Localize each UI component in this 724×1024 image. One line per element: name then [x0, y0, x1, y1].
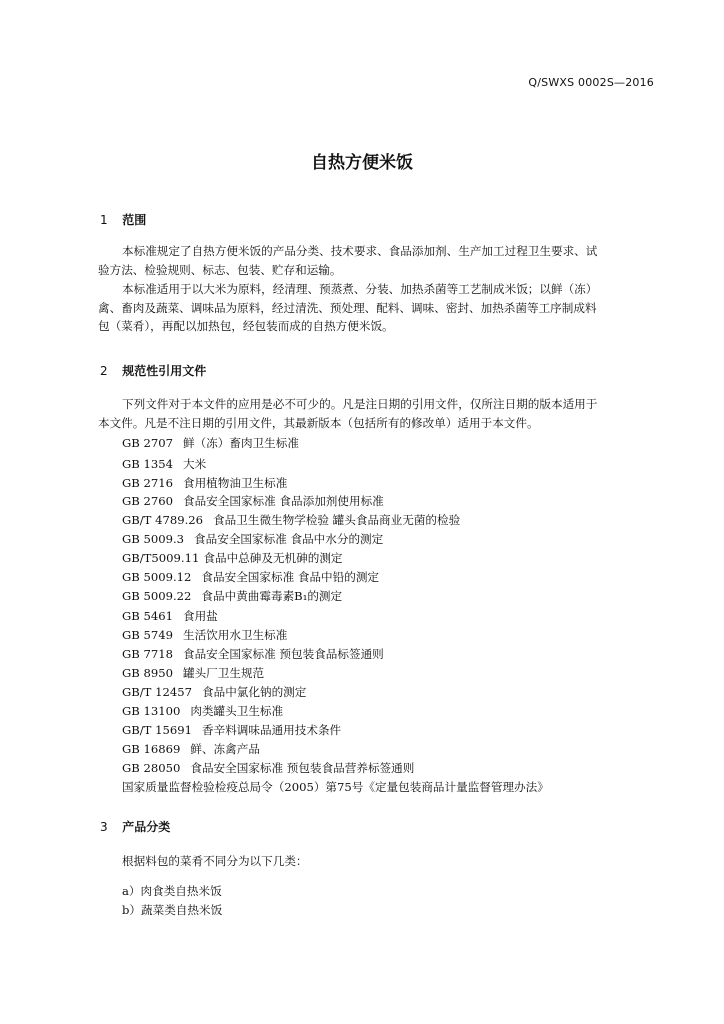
reference-item — [122, 741, 260, 757]
reference-item — [122, 475, 287, 491]
reference-item — [122, 760, 414, 776]
reference-item — [122, 684, 306, 700]
reference-code: GB 5009.22 — [122, 589, 192, 603]
reference-title: 食品卫生微生物学检验 罐头食品商业无菌的检验 — [213, 513, 461, 527]
scope-paragraph-1 — [98, 242, 654, 279]
reference-title: 鲜（冻）畜肉卫生标准 — [182, 436, 299, 450]
reference-title: 罐头厂卫生规范 — [182, 666, 265, 680]
reference-item — [122, 456, 206, 472]
reference-code: GB 7718 — [122, 647, 173, 661]
standard-code: Q/SWXS 0002S—2016 — [528, 76, 654, 89]
classification-item: b）蔬菜类自热米饭 — [122, 903, 223, 917]
reference-code: GB/T5009.11 — [122, 551, 200, 565]
reference-code: GB/T 12457 — [122, 685, 192, 699]
reference-title: 食品安全国家标准 食品中水分的测定 — [194, 532, 384, 546]
reference-title: 食品中总砷及无机砷的测定 — [203, 551, 343, 565]
classification-item: a）肉食类自热米饭 — [122, 884, 222, 898]
reference-item — [122, 550, 343, 566]
paragraph-line: 本标准适用于以大米为原料，经清理、预蒸煮、分装、加热杀菌等工艺制成米饭；以鲜（冻） — [122, 282, 598, 296]
reference-item — [122, 722, 341, 738]
reference-item — [122, 588, 342, 604]
reference-title: 食品安全国家标准 预包装食品营养标签通则 — [190, 761, 415, 775]
reference-code: GB 2707 — [122, 436, 173, 450]
reference-title: 香辛料调味品通用技术条件 — [202, 723, 342, 737]
paragraph-line: 禽、畜肉及蔬菜、调味品为原料，经过清洗、预处理、配料、调味、密封、加热杀菌等工序制成料 — [98, 300, 597, 315]
reference-code: GB/T 4789.26 — [122, 513, 204, 527]
reference-title: 食品安全国家标准 预包装食品标签通则 — [182, 647, 384, 661]
section-title: 产品分类 — [122, 820, 171, 834]
reference-title: 生活饮用水卫生标准 — [182, 628, 288, 642]
reference-code: GB 13100 — [122, 704, 181, 718]
scope-paragraph-2 — [98, 280, 654, 336]
paragraph-line: 包（菜肴），再配以加热包，经包装而成的自热方便米饭。 — [98, 319, 394, 333]
section-title: 规范性引用文件 — [122, 364, 207, 378]
paragraph-line: 本文件。凡是不注日期的引用文件，其最新版本（包括所有的修改单）适用于本文件。 — [98, 415, 539, 430]
reference-item — [122, 646, 384, 662]
section-3-heading — [100, 818, 170, 835]
reference-code: GB 5009.3 — [122, 532, 185, 546]
reference-item — [122, 531, 383, 547]
reference-code: GB 28050 — [122, 761, 181, 775]
section-number: 3 — [100, 820, 108, 834]
reference-item — [122, 627, 287, 643]
section-2-heading — [100, 362, 206, 379]
reference-code: GB 5749 — [122, 628, 173, 642]
reference-item — [122, 435, 299, 451]
classification-intro: 根据料包的菜肴不同分为以下几类： — [122, 854, 308, 868]
reference-item — [122, 665, 264, 681]
reference-title: 食品中黄曲霉毒素B₁的测定 — [201, 589, 343, 603]
reference-title: 食品安全国家标准 食品中铅的测定 — [201, 570, 380, 584]
reference-item — [122, 569, 379, 585]
paragraph-line: 下列文件对于本文件的应用是必不可少的。凡是注日期的引用文件，仅所注日期的版本适用于 — [122, 397, 598, 411]
reference-title: 食品安全国家标准 食品添加剂使用标准 — [182, 494, 384, 508]
decree-reference: 国家质量监督检验检疫总局令（2005）第75号《定量包装商品计量监督管理办法》 — [122, 780, 549, 794]
reference-code: GB 5461 — [122, 609, 173, 623]
paragraph-line: 验方法、检验规则、标志、包装、贮存和运输。 — [98, 262, 342, 277]
reference-title: 食用盐 — [182, 609, 218, 623]
reference-code: GB 1354 — [122, 457, 173, 471]
document-title: 自热方便米饭 — [311, 153, 413, 173]
reference-item — [122, 703, 283, 719]
paragraph-line: 本标准规定了自热方便米饭的产品分类、技术要求、食品添加剂、生产加工过程卫生要求、试 — [122, 244, 598, 258]
reference-item — [122, 608, 218, 624]
section-number: 1 — [100, 213, 108, 227]
reference-title: 肉类罐头卫生标准 — [190, 704, 284, 718]
reference-code: GB/T 15691 — [122, 723, 192, 737]
references-intro — [98, 395, 654, 432]
reference-code: GB 2760 — [122, 494, 173, 508]
reference-code: GB 5009.12 — [122, 570, 192, 584]
reference-title: 大米 — [182, 457, 207, 471]
reference-title: 食用植物油卫生标准 — [182, 476, 288, 490]
reference-code: GB 2716 — [122, 476, 173, 490]
reference-code: GB 8950 — [122, 666, 173, 680]
reference-item — [122, 512, 460, 528]
section-1-heading — [100, 211, 146, 228]
reference-code: GB 16869 — [122, 742, 181, 756]
reference-item — [122, 493, 384, 509]
reference-title: 食品中氯化钠的测定 — [202, 685, 307, 699]
section-number: 2 — [100, 364, 108, 378]
section-title: 范围 — [122, 213, 147, 227]
reference-title: 鲜、冻禽产品 — [190, 742, 260, 756]
